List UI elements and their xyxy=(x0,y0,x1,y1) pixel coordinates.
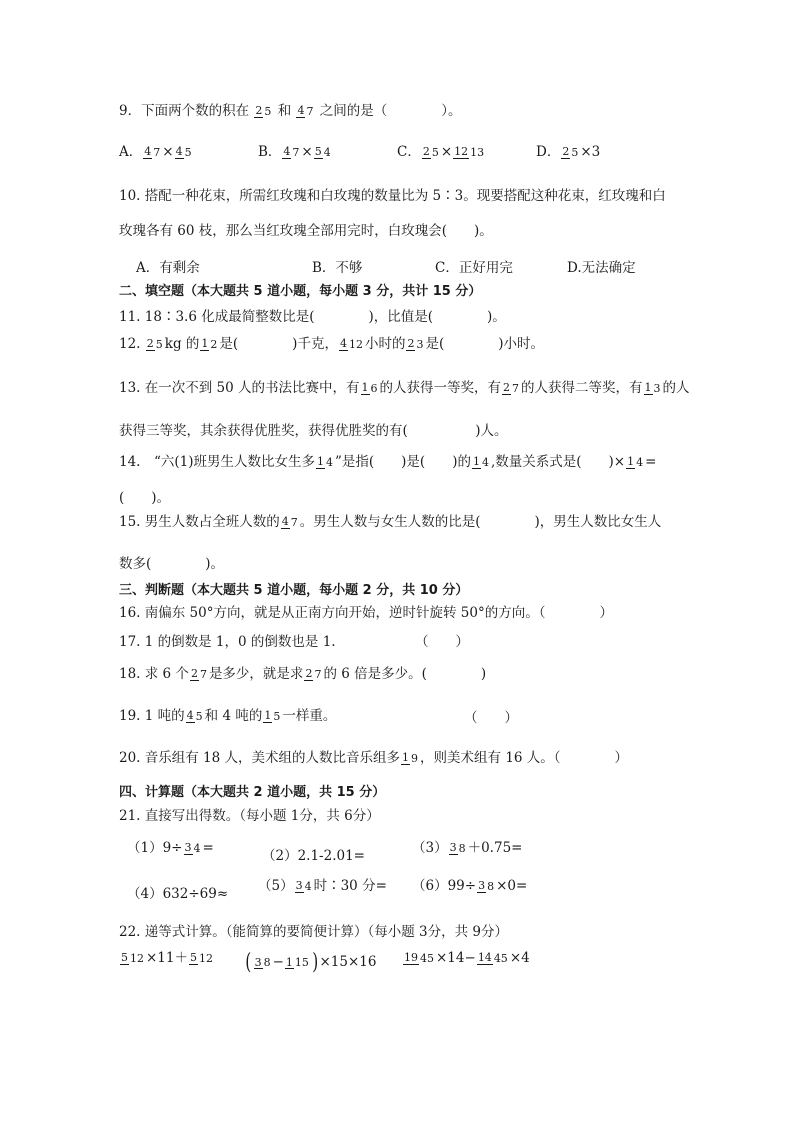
calc-item-1: （1）9÷ 3 4 = xyxy=(127,840,214,856)
question-14-line1: 14. “六(1)班男生人数比女生多 1 4 ”是指( )是( )的 1 4 ,数量关系式是( )× 1 4 = xyxy=(119,454,657,470)
question-11: 11. 18∶3.6 化成最简整数比是( )，比值是( )。 xyxy=(119,309,506,325)
option-c[interactable]: C．正好用完 xyxy=(435,260,513,276)
option-a[interactable]: A． 4 7 × 4 5 xyxy=(119,144,192,160)
question-19: 19. 1 吨的 4 5 和 4 吨的 1 5 一样重。 （ ） xyxy=(119,708,518,726)
calc-item-2: （2）2.1-2.01= xyxy=(262,848,365,864)
answer-parens[interactable]: （ ） xyxy=(464,710,518,726)
fraction: 2 5 xyxy=(255,104,272,118)
question-17: 17. 1 的倒数是 1，0 的倒数也是 1. （ ） xyxy=(119,634,469,650)
section-title-fill-blank: 二、填空题（本大题共 5 道小题，每小题 3 分，共计 15 分） xyxy=(119,284,482,299)
question-15-line1: 15. 男生人数占全班人数的 4 7 。男生人数与女生人数的比是( )，男生人数比女生人 xyxy=(119,514,662,530)
question-21-title: 21. 直接写出得数。（每小题 1分，共 6分） xyxy=(119,808,380,824)
fraction: 4 7 xyxy=(297,104,314,118)
calc-item-3: （3） 3 8 ＋0.75= xyxy=(412,840,523,856)
option-d[interactable]: D.无法确定 xyxy=(567,260,636,276)
expression-3: 19 45 ×14− 14 45 ×4 xyxy=(404,950,530,966)
answer-parens[interactable]: （ ） xyxy=(415,634,469,650)
question-16: 16. 南偏东 50°方向，就是从正南方向开始，逆时针旋转 50°的方向。（ ） xyxy=(119,605,613,621)
question-22-title: 22. 递等式计算。（能简算的要简便计算）（每小题 3分，共 9分） xyxy=(119,924,509,940)
question-14-line2: ( )。 xyxy=(119,490,171,506)
expression-1: 5 12 ×11＋ 5 12 xyxy=(121,950,213,966)
option-b[interactable]: B．不够 xyxy=(312,260,363,276)
section-title-calculation: 四、计算题（本大题共 2 道小题，共 15 分） xyxy=(119,785,386,800)
question-12: 12. 2 5 kg 的 1 2 是( )千克， 4 12 小时的 2 3 是( )小时。 xyxy=(119,336,544,352)
section-title-judgement: 三、判断题（本大题共 5 道小题，每小题 2 分，共 10 分） xyxy=(119,583,469,598)
question-10-line1: 10. 搭配一种花束，所需红玫瑰和白玫瑰的数量比为 5∶3。现要搭配这种花束，红玫瑰和白 xyxy=(119,188,666,204)
calc-item-6: （6）99÷ 3 8 ×0= xyxy=(412,878,528,894)
option-c[interactable]: C． 2 5 × 12 13 xyxy=(397,144,485,160)
question-10-line2: 玫瑰各有 60 枝，那么当红玫瑰全部用完时，白玫瑰会( )。 xyxy=(119,223,493,239)
option-d[interactable]: D． 2 5 ×3 xyxy=(536,144,601,160)
question-15-line2: 数多( )。 xyxy=(119,556,225,572)
question-20: 20. 音乐组有 18 人，美术组的人数比音乐组多 1 9 ，则美术组有 16 人。（ ） xyxy=(119,750,629,766)
question-9: 9．下面两个数的积在 2 5 和 4 7 之间的是（ ）。 xyxy=(119,103,462,119)
expression-2: ( 3 8 − 1 15 )×15×16 xyxy=(245,950,377,975)
option-b[interactable]: B． 4 7 × 5 4 xyxy=(258,144,331,160)
calc-item-4: （4）632÷69≈ xyxy=(127,886,229,902)
question-13-line2: 获得三等奖，其余获得优胜奖，获得优胜奖的有( )人。 xyxy=(119,423,508,439)
option-a[interactable]: A．有剩余 xyxy=(136,260,200,276)
question-13-line1: 13. 在一次不到 50 人的书法比赛中，有 1 6 的人获得一等奖，有 2 7 的人获得二等奖，有 1 3 的人 xyxy=(119,380,690,396)
question-18: 18. 求 6 个 2 7 是多少，就是求 2 7 的 6 倍是多少。( ) xyxy=(119,666,487,682)
calc-item-5: （5） 3 4 时∶30 分= xyxy=(258,878,387,894)
